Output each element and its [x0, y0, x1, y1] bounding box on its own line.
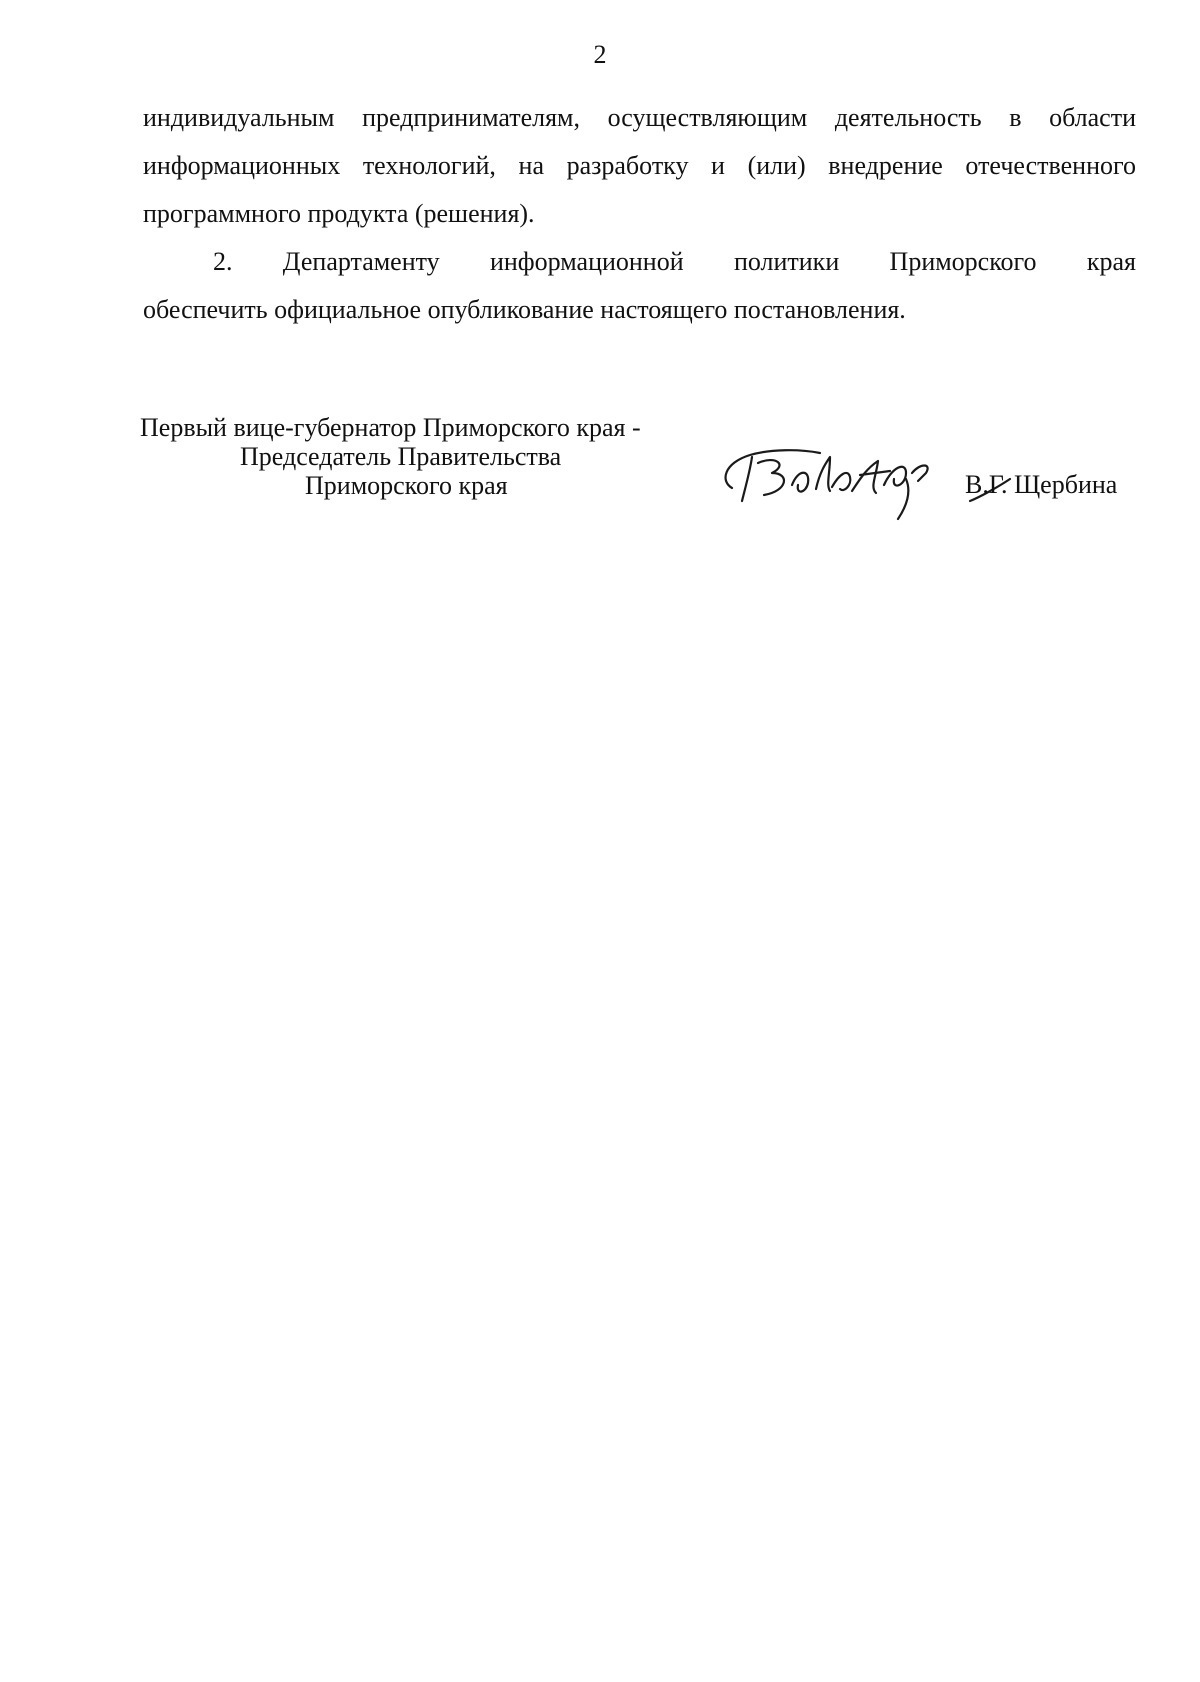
signature-block	[140, 413, 1140, 523]
signer-position-line-2: Председатель Правительства	[240, 442, 562, 471]
paragraph-1-line-3: программного продукта (решения).	[143, 199, 535, 228]
signer-name: В.Г. Щербина	[965, 470, 1118, 499]
paragraph-2	[143, 238, 1136, 334]
paragraph-1-line-2: информационных технологий, на разработку и (или) внедрение отечественного	[143, 151, 1136, 180]
page-number: 2	[593, 40, 607, 69]
paragraph-1	[143, 94, 1136, 238]
document-body	[143, 94, 1136, 334]
signer-position-line-3: Приморского края	[305, 471, 508, 500]
paragraph-2-line-1: 2. Департаменту информационной политики Приморского края	[213, 247, 1136, 276]
signer-position	[140, 413, 720, 500]
paragraph-1-line-1: индивидуальным предпринимателям, осуществляющим деятельность в области	[143, 103, 1136, 132]
signer-position-line-1: Первый вице-губернатор Приморского края -	[140, 413, 641, 442]
paragraph-2-line-2: обеспечить официальное опубликование настоящего постановления.	[143, 295, 906, 324]
